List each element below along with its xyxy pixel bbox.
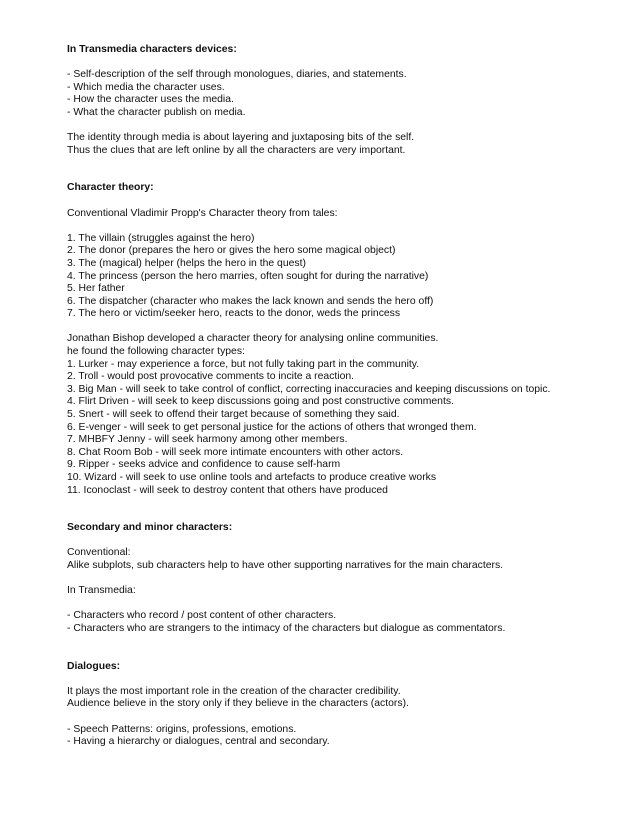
text-line: 7. The hero or victim/seeker hero, reacts to the donor, weds the princess (67, 308, 401, 320)
text-line: - Speech Patterns: origins, professions, emotions. (67, 723, 297, 735)
section-heading: In Transmedia characters devices: (67, 44, 237, 55)
text-line: 7. MHBFY Jenny - will seek harmony among other members. (67, 434, 348, 446)
text-line: Thus the clues that are left online by all the characters are very important. (67, 144, 406, 156)
section-spacer (67, 497, 598, 522)
section-heading: Secondary and minor characters: (67, 522, 233, 534)
section (67, 661, 598, 749)
text-line: - What the character publish on media. (67, 106, 246, 118)
text-line: 2. The donor (prepares the hero or gives the hero some magical object) (67, 245, 396, 257)
text-line: The identity through media is about layering and juxtaposing bits of the self. (67, 132, 415, 144)
text-line: 2. Troll - would post provocative comments to incite a reaction. (67, 371, 355, 383)
text-line: - Characters who record / post content of other characters. (67, 610, 337, 622)
text-line: 1. Lurker - may experience a force, but not fully taking part in the community. (67, 358, 420, 370)
paragraph-spacer (67, 711, 598, 724)
paragraph (67, 333, 598, 497)
paragraph-spacer (67, 673, 598, 686)
paragraph-spacer (67, 321, 598, 334)
paragraph (67, 208, 598, 221)
text-line: Conventional: (67, 547, 131, 559)
paragraph-spacer (67, 57, 598, 70)
text-line: 4. Flirt Driven - will seek to keep discussions going and post constructive comments. (67, 396, 454, 408)
paragraph (67, 547, 598, 572)
text-line: - Which media the character uses. (67, 81, 225, 93)
section-heading: Character theory: (67, 182, 154, 194)
text-line: he found the following character types: (67, 346, 245, 358)
paragraph-spacer (67, 220, 598, 233)
text-line: It plays the most important role in the creation of the character credibility. (67, 685, 401, 697)
paragraph-spacer (67, 120, 598, 133)
text-line: - Having a hierarchy or dialogues, central and secondary. (67, 736, 330, 748)
document-body (67, 44, 598, 749)
text-line: 6. The dispatcher (character who makes the lack known and sends the hero off) (67, 295, 434, 307)
paragraph-spacer (67, 535, 598, 548)
text-line: Conventional Vladimir Propp's Character theory from tales: (67, 207, 338, 219)
text-line: 10. Wizard - will seek to use online tools and artefacts to produce creative works (67, 472, 437, 483)
text-line: 5. Snert - will seek to offend their target because of something they said. (67, 409, 400, 421)
paragraph (67, 585, 598, 598)
text-line: Jonathan Bishop developed a character theory for analysing online communities. (67, 333, 439, 345)
section (67, 44, 598, 157)
text-line: 4. The princess (person the hero marries, often sought for during the narrative) (67, 270, 429, 282)
paragraph (67, 610, 598, 635)
text-line: 6. E-venger - will seek to get personal justice for the actions of others that wronged them. (67, 421, 477, 433)
text-line: 3. The (magical) helper (helps the hero in the quest) (67, 257, 306, 269)
section-spacer (67, 636, 598, 661)
paragraph (67, 233, 598, 321)
paragraph-spacer (67, 195, 598, 208)
text-line: - Characters who are strangers to the intimacy of the characters but dialogue as commentators. (67, 622, 506, 634)
paragraph-spacer (67, 573, 598, 586)
text-line: Audience believe in the story only if they believe in the characters (actors). (67, 698, 409, 710)
text-line: In Transmedia: (67, 585, 136, 597)
text-line: 5. Her father (67, 283, 125, 295)
text-line: - Self-description of the self through monologues, diaries, and statements. (67, 69, 407, 81)
text-line: - How the character uses the media. (67, 94, 234, 106)
section (67, 522, 598, 635)
text-line: Alike subplots, sub characters help to have other supporting narratives for the main characters. (67, 559, 504, 571)
section-spacer (67, 157, 598, 182)
text-line: 1. The villain (struggles against the hero) (67, 232, 255, 244)
section-heading: Dialogues: (67, 660, 121, 672)
paragraph (67, 69, 598, 119)
text-line: 9. Ripper - seeks advice and confidence to cause self-harm (67, 459, 341, 471)
paragraph (67, 132, 598, 157)
text-line: 3. Big Man - will seek to take control of conflict, correcting inaccuracies and keeping discussions on topic. (67, 383, 551, 395)
section (67, 182, 598, 497)
text-line: 8. Chat Room Bob - will seek more intimate encounters with other actors. (67, 446, 404, 458)
paragraph (67, 724, 598, 749)
text-line: 11. Iconoclast - will seek to destroy content that others have produced (67, 484, 388, 496)
paragraph-spacer (67, 598, 598, 611)
paragraph (67, 686, 598, 711)
